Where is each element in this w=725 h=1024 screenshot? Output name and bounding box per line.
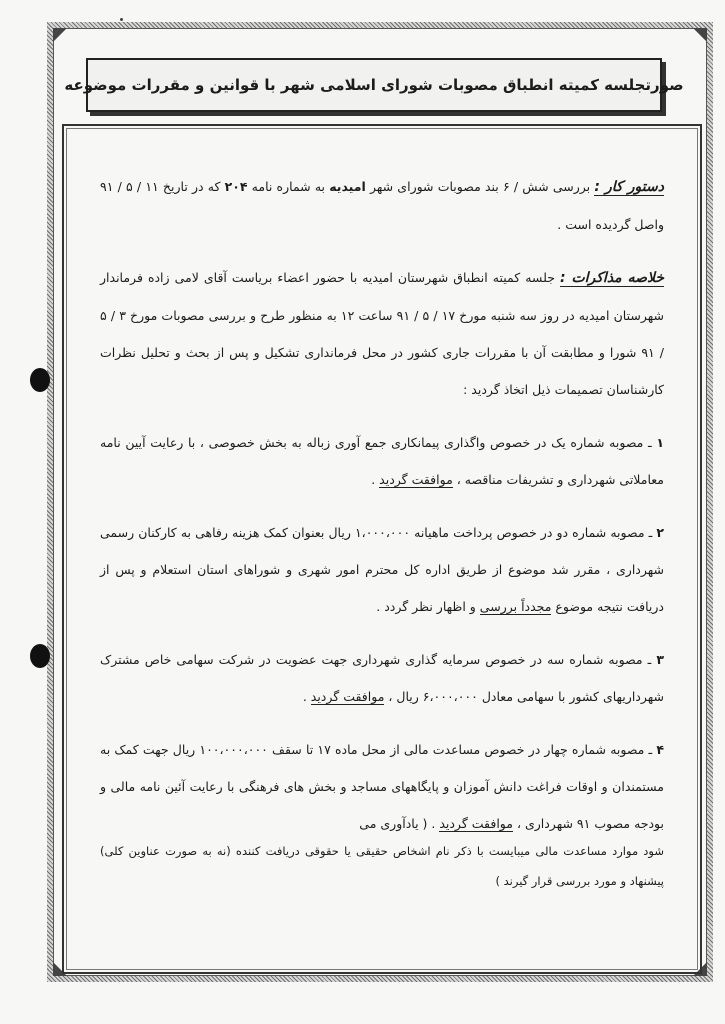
- item-text: ـ مصوبه شماره دو در خصوص پرداخت ماهیانه ۱،۰۰۰،۰۰۰ ریال بعنوان کمک هزینه رفاهی به کارکنان رسمی شهرداری ، مقرر شد موضوع از طریق اداره کل محترم امور شهری و شوراهای استان استعلام و پس از دریافت نتیجه موضوع: [100, 525, 664, 614]
- item-tail: .: [302, 689, 311, 704]
- summary-paragraph: [100, 259, 664, 408]
- resolution-item-1: [100, 424, 664, 498]
- punch-hole-icon: [30, 644, 50, 668]
- item-tail: . ( یادآوری می: [359, 816, 440, 831]
- agenda-text: بررسی شش / ۶ بند مصوبات شورای شهر: [365, 179, 595, 194]
- item-decision: مجدداً بررسی: [479, 599, 552, 614]
- item-text: ـ مصوبه شماره چهار در خصوص مساعدت مالی از محل ماده ۱۷ تا سقف ۱۰۰،۰۰۰،۰۰۰ ریال جهت کمک به مستمندان و اوقات فراغت دانش آموزان و پایگاههای مساجد و بخش های فرهنگی با رعایت آئین نامه مالی و بودجه مصوب ۹۱ شهرداری ،: [100, 742, 664, 831]
- item-number: ۲: [656, 525, 664, 540]
- item-tail: .: [371, 472, 380, 487]
- item-number: ۱: [656, 435, 664, 450]
- handwritten-note: شود موارد مساعدت مالی میبایست با ذکر نام اشخاص حقیقی یا حقوقی دریافت کننده (نه به صورت عناوین کلی) پیشنهاد و مورد بررسی قرار گیرند ): [100, 844, 664, 888]
- item-tail: و اظهار نظر گردد .: [376, 599, 480, 614]
- summary-text: جلسه کمیته انطباق شهرستان امیدیه با حضور اعضاء بریاست آقای لامی زاده فرماندار شهرستان امیدیه در روز سه شنبه مورخ ۱۷ / ۵ / ۹۱ ساعت ۱۲ به منظور طرح و بررسی مصوبات مورخ ۳ / ۵ / ۹۱ شورا و مطابقت آن با مقررات جاری کشور در محل فرمانداری تشکیل و پس از بحث و تحلیل نظرات کارشناسان تصمیمات ذیل اتخاذ گردید :: [100, 270, 664, 397]
- item-number: ۳: [656, 652, 664, 667]
- agenda-label: دستور کار :: [594, 179, 664, 195]
- page-title: صورتجلسه کمیته انطباق مصوبات شورای اسلامی شهر با قوانین و مقررات موضوعه: [64, 76, 684, 94]
- resolution-item-4: [100, 731, 664, 842]
- item-text: ـ مصوبه شماره سه در خصوص سرمایه گذاری شهرداری جهت عضویت در شرکت سهامی خاص مشترک شهرداریهای کشور با سهامی معادل ۶،۰۰۰،۰۰۰ ریال ،: [100, 652, 664, 704]
- item-decision: موافقت گردید: [439, 816, 513, 831]
- item-decision: موافقت گردید: [310, 689, 385, 704]
- corner-ornament-top-right: [693, 28, 707, 42]
- item-decision: موافقت گردید: [379, 472, 453, 487]
- agenda-letter-number: ۲۰۴: [224, 179, 248, 194]
- resolution-item-2: [100, 514, 664, 625]
- document-body: [100, 168, 664, 912]
- resolution-item-3: [100, 641, 664, 715]
- corner-ornament-top-left: [53, 28, 67, 42]
- agenda-text-after: که در تاریخ ۱۱ / ۵ / ۹۱ واصل گردیده است .: [100, 179, 664, 232]
- title-box: [64, 58, 684, 112]
- punch-hole-icon: [30, 368, 50, 392]
- item-number: ۴: [656, 742, 665, 757]
- agenda-text-mid: به شماره نامه: [247, 179, 330, 194]
- summary-label: خلاصه مذاکرات :: [559, 270, 664, 286]
- agenda-city: امیدیه: [329, 179, 366, 194]
- item-text: ـ مصوبه شماره یک در خصوص واگذاری پیمانکاری جمع آوری زباله به بخش خصوصی ، با رعایت آیین نامه معاملاتی شهرداری و تشریفات مناقصه ،: [100, 435, 664, 487]
- agenda-paragraph: [100, 168, 664, 243]
- scan-speck: [120, 18, 123, 21]
